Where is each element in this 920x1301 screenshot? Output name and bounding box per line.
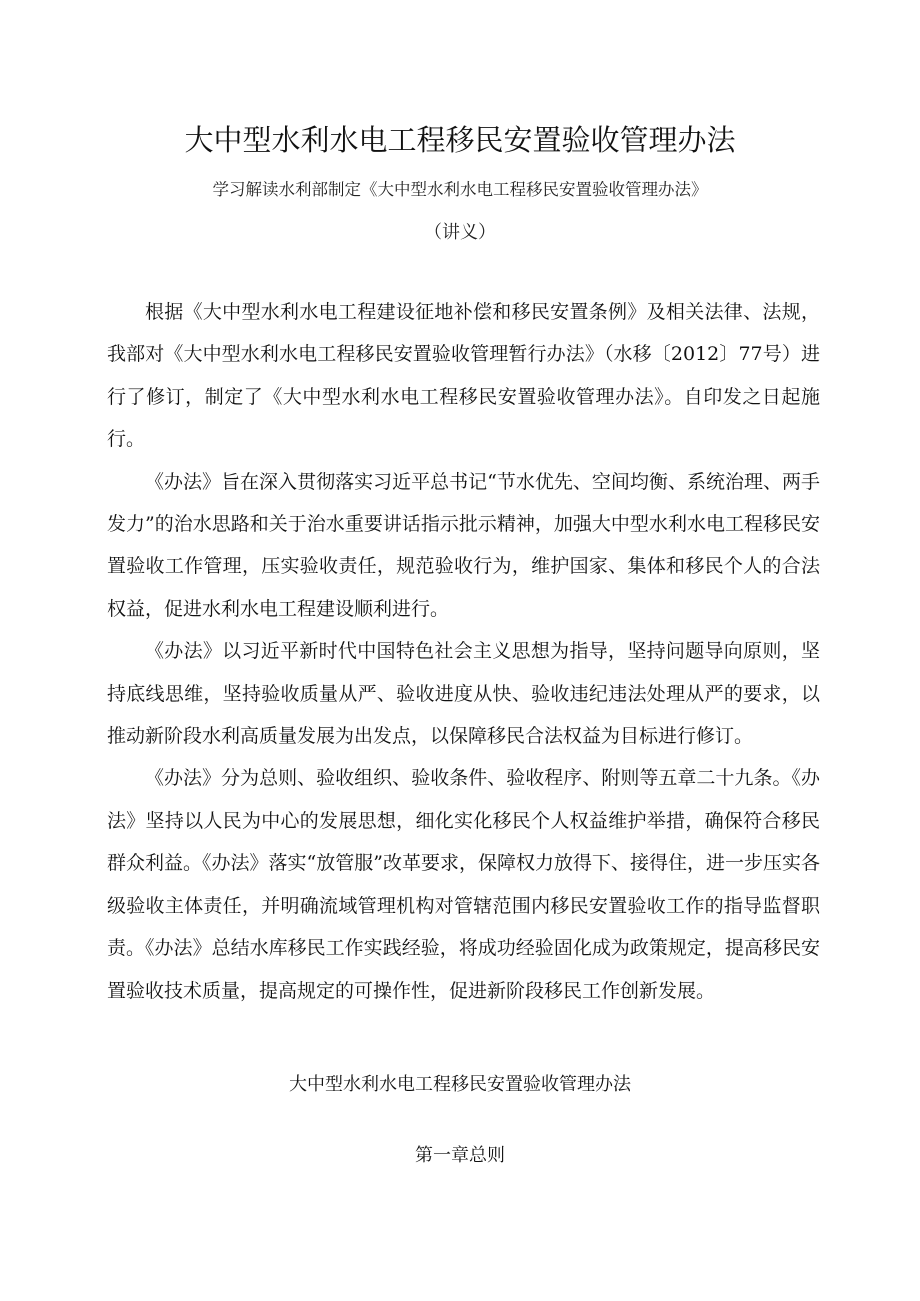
section-title: 大中型水利水电工程移民安置验收管理办法 bbox=[289, 1074, 631, 1095]
paragraph: 根据《大中型水利水电工程建设征地补偿和移民安置条例》及相关法律、法规，我部对《大中型水利水电工程移民安置验收管理暂行办法》（水移〔2012〕77号）进行了修订，制定了《大中型水利水电工程移民安置验收管理办法》。自印发之日起施行。 bbox=[107, 301, 820, 451]
document-subtitle: 学习解读水利部制定《大中型水利水电工程移民安置验收管理办法》 bbox=[212, 180, 708, 199]
paragraph: 《办法》分为总则、验收组织、验收条件、验收程序、附则等五章二十九条。《办法》坚持以人民为中心的发展思想，细化实化移民个人权益维护举措，确保符合移民群众利益。《办法》落实“放管服”改革要求，保障权力放得下、接得住，进一步压实各级验收主体责任，并明确流域管理机构对管辖范围内移民安置验收工作的指导监督职责。《办法》总结水库移民工作实践经验，将成功经验固化成为政策规定，提高移民安置验收技术质量，提高规定的可操作性，促进新阶段移民工作创新发展。 bbox=[107, 767, 820, 1002]
chapter-title: 第一章总则 bbox=[415, 1145, 505, 1166]
paragraph: 《办法》以习近平新时代中国特色社会主义思想为指导，坚持问题导向原则，坚持底线思维，坚持验收质量从严、验收进度从快、验收违纪违法处理从严的要求，以推动新阶段水利高质量发展为出发点，以保障移民合法权益为目标进行修订。 bbox=[107, 640, 820, 748]
document-body bbox=[107, 291, 820, 1012]
document-title: 大中型水利水电工程移民安置验收管理办法 bbox=[184, 123, 736, 157]
paragraph: 《办法》旨在深入贯彻落实习近平总书记“节水优先、空间均衡、系统治理、两手发力”的治水思路和关于治水重要讲话指示批示精神，加强大中型水利水电工程移民安置验收工作管理，压实验收责任，规范验收行为，维护国家、集体和移民个人的合法权益，促进水利水电工程建设顺利进行。 bbox=[107, 470, 820, 620]
document-note: （讲义） bbox=[424, 222, 496, 243]
